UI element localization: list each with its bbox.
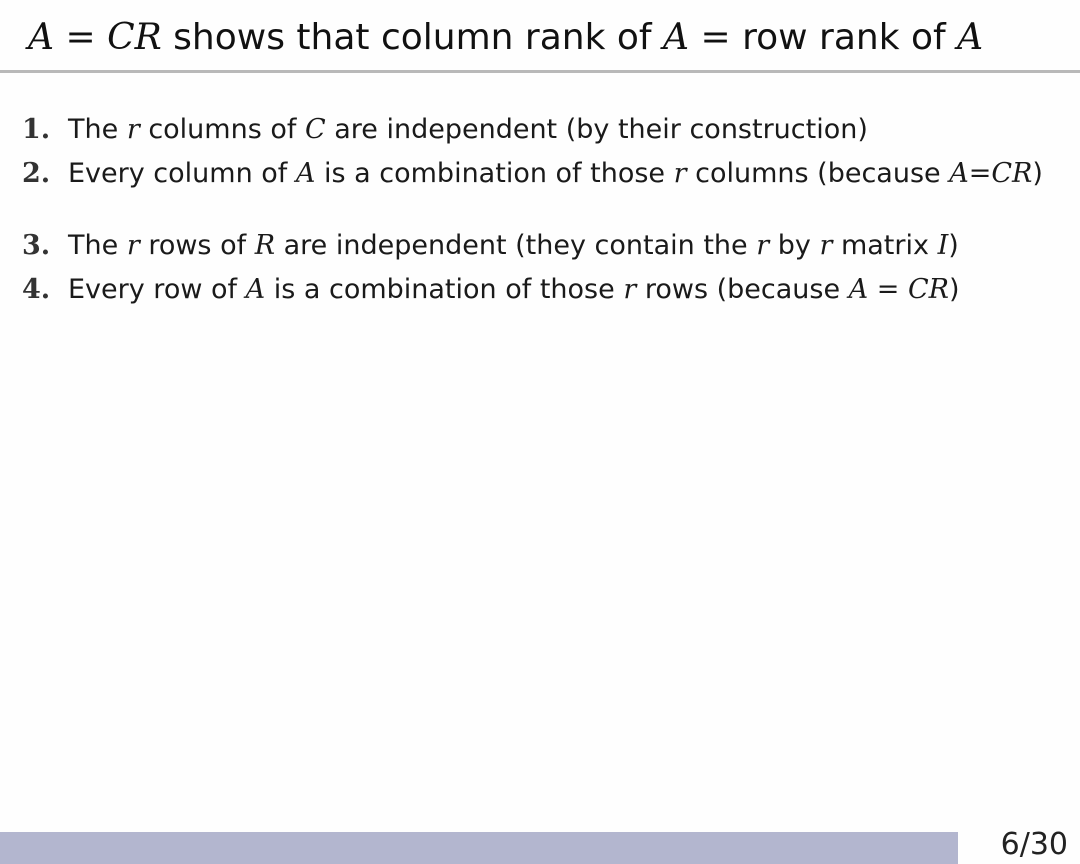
slide-title	[28, 14, 983, 62]
math-symbol: r	[126, 114, 140, 145]
item-text: columns (because	[686, 158, 950, 189]
math-symbol: r	[126, 230, 140, 261]
item-text: matrix	[832, 230, 938, 261]
math-symbol: CR	[991, 158, 1033, 189]
math-symbol: A	[949, 158, 969, 189]
item-text: The	[68, 230, 127, 261]
item-text: rows (because	[636, 274, 849, 305]
item-text: )	[948, 274, 960, 305]
math-symbol: I	[937, 230, 949, 261]
title-text: row rank of	[730, 17, 958, 58]
math-symbol: A	[245, 274, 266, 305]
list-item	[22, 268, 1072, 312]
item-number: 2.	[22, 158, 51, 189]
item-text: Every column of	[68, 158, 296, 189]
math-symbol: =	[65, 17, 96, 58]
math-symbol: r	[623, 274, 637, 305]
numbered-list	[22, 108, 1072, 312]
math-symbol: =	[876, 274, 900, 305]
math-symbol: A	[28, 17, 54, 58]
title-text: shows that column rank of	[161, 17, 664, 58]
item-text: by	[769, 230, 820, 261]
math-symbol: CR	[107, 17, 162, 58]
item-text: are independent (they contain the	[275, 230, 757, 261]
item-number: 3.	[22, 230, 51, 261]
list-item	[22, 224, 1072, 268]
math-symbol: CR	[907, 274, 949, 305]
item-number: 1.	[22, 114, 51, 145]
math-symbol: r	[756, 230, 770, 261]
item-number: 4.	[22, 274, 51, 305]
math-symbol: A	[663, 17, 690, 58]
math-symbol: =	[968, 158, 992, 189]
math-symbol: r	[673, 158, 687, 189]
item-text: )	[948, 230, 959, 261]
item-text: )	[1032, 158, 1043, 189]
item-text: The	[68, 114, 127, 145]
footer-bar	[0, 832, 958, 864]
item-text: columns of	[139, 114, 305, 145]
item-text: are independent (by their construction)	[325, 114, 868, 145]
item-text: is a combination of those	[265, 274, 624, 305]
math-symbol: R	[254, 230, 276, 261]
title-divider	[0, 70, 1080, 73]
item-text: is a combination of those	[315, 158, 674, 189]
title-bar	[0, 0, 1080, 72]
math-symbol: A	[848, 274, 869, 305]
page-number: 6/30	[1000, 827, 1068, 862]
list-item	[22, 108, 1072, 152]
math-symbol: =	[700, 17, 731, 58]
list-spacer	[22, 196, 1072, 224]
math-symbol: A	[295, 158, 316, 189]
math-symbol: A	[957, 17, 984, 58]
item-text: Every row of	[68, 274, 246, 305]
math-symbol: C	[304, 114, 326, 145]
math-symbol: r	[819, 230, 833, 261]
item-text: rows of	[139, 230, 255, 261]
list-item	[22, 152, 1072, 196]
